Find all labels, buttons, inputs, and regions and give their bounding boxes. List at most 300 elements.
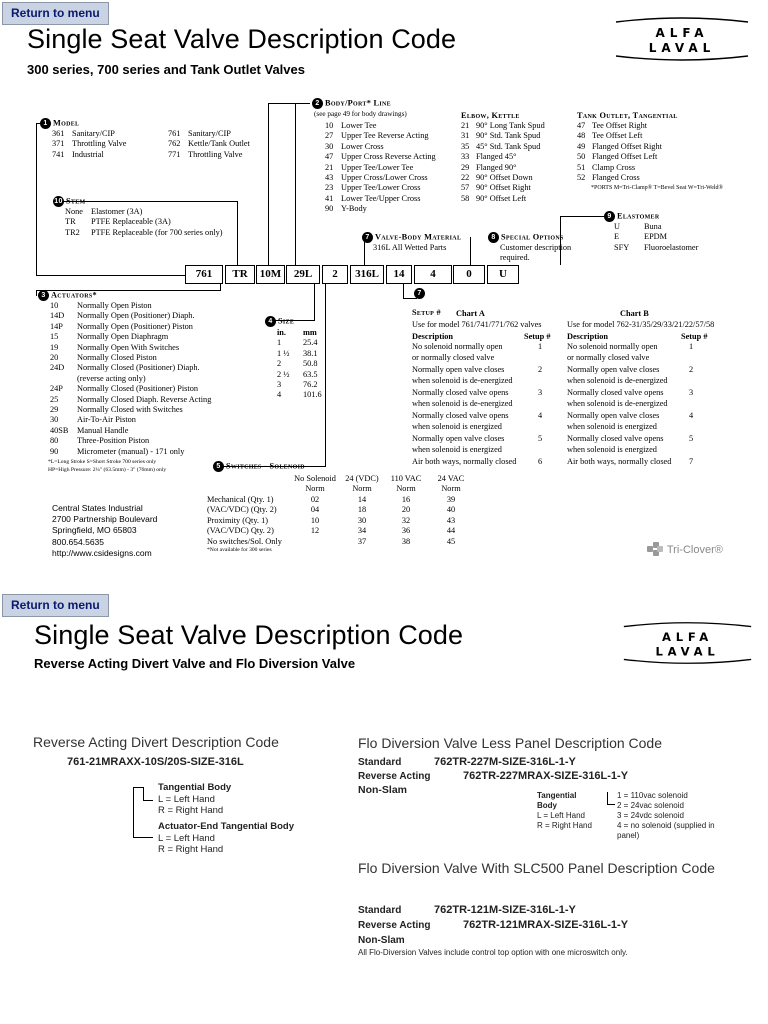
- tank-code: 49: [577, 141, 586, 151]
- body-desc: Upper Tee Reverse Acting: [341, 131, 429, 141]
- model-heading: Model: [53, 118, 80, 128]
- actuator-code: 80: [50, 436, 59, 446]
- special-options-section: 8 Special Options: [488, 232, 564, 243]
- size-mm: 63.5: [303, 369, 318, 379]
- size-mm: 101.6: [303, 390, 322, 400]
- less-panel-reverse-label: Reverse Acting: [358, 771, 431, 782]
- switches-col-head: Norm: [352, 484, 372, 494]
- actuator-desc: Normally Closed Piston: [77, 353, 157, 363]
- tangential-body-block: [158, 782, 231, 817]
- size-connector-vertical: [314, 282, 315, 321]
- tank-code: 47: [577, 121, 586, 130]
- chart-b-col-desc: Description: [567, 332, 609, 341]
- actuator-desc: Normally Open Diaphragm: [77, 332, 169, 342]
- chart-a-use: Use for model 761/741/771/762 valves: [412, 320, 542, 329]
- switch-cell: 44: [446, 526, 456, 536]
- actuator-desc: Normally Open (Positioner) Diaph.: [77, 311, 195, 321]
- size-in: 1: [277, 338, 282, 348]
- elbow-desc: 45° Std. Tank Spud: [476, 141, 541, 151]
- tangential-body-right: R = Right Hand: [158, 805, 224, 816]
- code-box-setup: 4: [414, 265, 452, 284]
- chart-a-desc2: when solenoid is energized: [412, 444, 502, 454]
- body-desc: Y-Body: [341, 204, 367, 214]
- model-desc: Throttling Valve: [72, 139, 127, 149]
- size-mm: 50.8: [303, 359, 318, 369]
- chart-a-desc: Normally open valve closes: [412, 365, 505, 375]
- chart-b-use: Use for model 762-31/35/29/33/21/22/57/58: [567, 320, 715, 329]
- switch-cell: 10: [310, 515, 320, 525]
- size-in: 3: [277, 380, 282, 390]
- less-panel-heading: Flo Diversion Valve Less Panel Description Code: [358, 735, 662, 751]
- flo-diversion-footnote: All Flo-Diversion Valves include control top option with one microswitch only.: [358, 948, 628, 957]
- stem-connector-horizontal: [62, 201, 237, 202]
- return-to-menu-button[interactable]: Return to menu: [2, 2, 109, 25]
- special-options-heading: Special Options: [501, 232, 564, 242]
- svg-text:LAVAL: LAVAL: [648, 41, 716, 55]
- solenoid-option: 1 = 110vac solenoid: [617, 791, 688, 800]
- chart-a-setup: 4: [538, 411, 543, 421]
- elastomer-desc: Buna: [644, 222, 662, 231]
- body-code: 90: [325, 204, 334, 214]
- elastomer-list: [614, 222, 734, 253]
- slc500-standard-label: Standard: [358, 905, 402, 916]
- chart-b-table: [567, 332, 717, 468]
- solenoid-option: 2 = 24vac solenoid: [617, 801, 684, 810]
- code-box-options: 0: [453, 265, 485, 284]
- chart-b-desc2: or normally closed valve: [567, 352, 650, 362]
- chart-a-col-desc: Description: [412, 332, 454, 341]
- body-code: 30: [325, 141, 334, 151]
- address-street: 2700 Partnership Boulevard: [52, 514, 158, 525]
- stem-heading: Stem: [66, 196, 86, 206]
- elastomer-desc: Fluoroelastomer: [644, 242, 699, 252]
- actuator-desc: Normally Closed with Switches: [77, 405, 183, 415]
- elbow-desc: Flanged 90°: [476, 162, 517, 172]
- body-desc: Lower Tee/Upper Cross: [341, 193, 421, 203]
- size-table: [277, 328, 337, 401]
- body-connector-vertical: [268, 103, 269, 265]
- switch-cell: 18: [357, 505, 367, 515]
- elbow-heading: Elbow, Kettle: [461, 111, 520, 120]
- body-code: 21: [325, 162, 334, 172]
- tank-code: 51: [577, 162, 586, 172]
- solenoid-option: 3 = 24vdc solenoid: [617, 811, 684, 820]
- elbow-code: 33: [461, 152, 470, 162]
- reverse-divert-code: 761-21MRAXX-10S/20S-SIZE-316L: [67, 756, 244, 768]
- actuator-code: 15: [50, 332, 59, 342]
- actuator-desc: Normally Closed (Positioner) Diaph.: [77, 363, 200, 373]
- switches-col-head: 110 VAC: [390, 474, 422, 483]
- actuator-desc: Manual Handle: [77, 425, 129, 435]
- stem-desc: Elastomer (3A): [91, 207, 143, 216]
- chart-a-desc: Air both ways, normally closed: [412, 457, 517, 467]
- page-title: Single Seat Valve Description Code: [27, 24, 457, 54]
- actuator-desc: Micrometer (manual) - 171 only: [77, 446, 185, 456]
- body-desc: Lower Cross: [341, 141, 384, 151]
- code-box-material: 316L: [350, 265, 384, 284]
- chart-b-desc: Normally closed valve opens: [567, 388, 664, 398]
- chart-b-setup: 5: [689, 434, 694, 444]
- ports-note: *PORTS M=Tri-Clamp® T=Bevel Seat W=Tri-Weld®: [591, 185, 724, 191]
- body-code: 27: [325, 131, 334, 141]
- less-panel-tangential-heading: Tangential Body: [537, 791, 577, 810]
- elastomer-heading: Elastomer: [617, 211, 660, 221]
- actuator-code: 10: [50, 301, 59, 310]
- body-port-connector-vertical: [295, 103, 296, 265]
- tank-desc: Flanged Offset Right: [592, 141, 662, 151]
- setup-section: 7 Setup #: [412, 290, 441, 317]
- less-panel-tangential: [537, 791, 597, 831]
- body-code: 41: [325, 193, 334, 203]
- elbow-code: 58: [461, 193, 470, 203]
- valve-body-text: 316L All Wetted Parts: [373, 243, 447, 252]
- tri-clover-text: Tri-Clover®: [666, 543, 723, 556]
- tri-clover-icon: [646, 541, 664, 559]
- model-code: 361: [52, 129, 65, 138]
- actuators-section: 3 Actuators*: [38, 290, 97, 301]
- chart-b-setup: 2: [689, 365, 694, 375]
- company-address: [52, 503, 157, 559]
- return-to-menu-button-2[interactable]: Return to menu: [2, 594, 109, 617]
- less-panel-standard-label: Standard: [358, 757, 402, 768]
- body-desc: Upper Cross/Lower Cross: [341, 173, 428, 183]
- chart-a-label: Chart A: [456, 309, 485, 318]
- code-box-model: 761: [185, 265, 223, 284]
- body-desc: Upper Cross Reverse Acting: [341, 152, 436, 162]
- elbow-desc: 90° Offset Down: [476, 173, 533, 183]
- model-code: 771: [168, 149, 181, 159]
- elbow-code: 22: [461, 173, 470, 183]
- chart-a-setup: 5: [538, 434, 543, 444]
- body-port-section: 2 Body/Port* Line: [312, 98, 391, 109]
- size-in: 4: [277, 390, 282, 400]
- setup-heading: Setup #: [412, 308, 441, 317]
- size-mm: 76.2: [303, 380, 318, 390]
- body-desc: Upper Tee/Lower Cross: [341, 183, 421, 193]
- tank-code: 48: [577, 131, 586, 141]
- actuator-code: 40SB: [50, 425, 69, 435]
- model-desc: Industrial: [72, 149, 104, 159]
- actuator-code: 29: [50, 405, 59, 415]
- less-panel-standard-code: 762TR-227M-SIZE-316L-1-Y: [434, 756, 576, 768]
- elastomer-code: SFY: [614, 242, 630, 252]
- chart-a-setup: 1: [538, 342, 543, 352]
- model-desc: Sanitary/CIP: [188, 129, 231, 138]
- elbow-code: 35: [461, 141, 470, 151]
- actuator-desc: Normally Open (Positioner) Piston: [77, 321, 193, 331]
- less-panel-nonslam: Non-Slam: [358, 784, 408, 796]
- chart-a-desc2: when solenoid is energized: [412, 421, 502, 431]
- code-box-size: 2: [322, 265, 348, 284]
- model-code: 761: [168, 129, 181, 138]
- actuator-code: 20: [50, 353, 59, 363]
- switches-section: 5 Switches - Solenoid: [213, 461, 305, 472]
- model-code: 741: [52, 149, 65, 159]
- body-code: 10: [325, 121, 334, 130]
- chart-b-setup: 4: [689, 411, 694, 421]
- chart-b-desc2: when solenoid is energized: [567, 444, 657, 454]
- tangential-body-left: L = Left Hand: [158, 793, 215, 805]
- chart-a-desc: No solenoid normally open: [412, 342, 503, 352]
- switch-cell: 02: [310, 495, 320, 504]
- elbow-desc: 90° Long Tank Spud: [476, 121, 545, 130]
- actuator-code: 24D: [50, 363, 65, 373]
- switches-note: *Not available for 300 series: [207, 547, 272, 553]
- slc500-reverse-code: 762TR-121MRAX-SIZE-316L-1-Y: [463, 919, 629, 931]
- chart-a-col-setup: Setup #: [524, 332, 551, 341]
- alfa-laval-logo-2: [620, 620, 755, 666]
- actuator-code: 14P: [50, 321, 63, 331]
- switch-cell: 12: [310, 526, 320, 536]
- body-code: 43: [325, 173, 334, 183]
- size-in: 2: [277, 359, 282, 369]
- page-subtitle-2: Reverse Acting Divert Valve and Flo Diversion Valve: [34, 656, 356, 671]
- body-list: [325, 121, 455, 215]
- switches-col-head: Norm: [396, 484, 416, 494]
- code-box-stem: TR: [225, 265, 255, 284]
- company-phone: 800.654.5635: [52, 536, 104, 547]
- body-code: 23: [325, 183, 334, 193]
- setup-connector-vertical: [403, 282, 404, 299]
- chart-a-table: [412, 332, 557, 468]
- chart-b-setup: 7: [689, 457, 694, 467]
- elbow-desc: 90° Offset Left: [476, 193, 527, 203]
- tank-desc: Clamp Cross: [592, 162, 636, 172]
- chart-b-label: Chart B: [620, 309, 649, 318]
- body-code: 47: [325, 152, 334, 162]
- special-options-text: Customer description required.: [500, 243, 572, 263]
- chart-b-desc: Normally open valve closes: [567, 411, 660, 421]
- body-desc: Lower Tee: [341, 121, 377, 130]
- actuator-desc: Air-To-Air Piston: [77, 415, 136, 425]
- size-col-mm: mm: [303, 328, 317, 337]
- switches-col-head: Norm: [441, 484, 461, 494]
- actuator-end-block: [158, 821, 294, 856]
- switch-cell: 38: [401, 536, 411, 546]
- reverse-divert-heading: Reverse Acting Divert Description Code: [33, 734, 279, 750]
- switch-row-label: (VAC/VDC) Qty. 2): [207, 526, 274, 536]
- tank-code: 50: [577, 152, 586, 162]
- chart-a-desc: Normally closed valve opens: [412, 411, 509, 421]
- less-panel-tangential-left: L = Left Hand: [537, 811, 585, 820]
- elbow-code: 29: [461, 162, 470, 172]
- stem-code: TR2: [65, 227, 80, 237]
- switch-cell: 14: [357, 495, 367, 504]
- actuators-list: [50, 301, 250, 457]
- chart-b-col-setup: Setup #: [681, 332, 708, 341]
- switches-col-head: 24 (VDC): [345, 474, 379, 483]
- special-connector-vertical: [470, 237, 471, 265]
- elbow-desc: 90° Offset Right: [476, 183, 531, 193]
- slc500-heading: Flo Diversion Valve With SLC500 Panel Description Code: [358, 860, 715, 876]
- body-desc: Upper Tee/Lower Tee: [341, 162, 414, 172]
- tangential-body-heading: Tangential Body: [158, 782, 232, 793]
- code-box-body: 10M: [256, 265, 285, 284]
- elbow-desc: Flanged 45°: [476, 152, 517, 162]
- model-list-left: [52, 129, 162, 160]
- actuator-code: 24P: [50, 384, 63, 394]
- valve-body-heading: Valve-Body Material: [375, 232, 462, 242]
- actuator-code: 90: [50, 446, 59, 456]
- divert-bracket-inner-h: [143, 800, 153, 801]
- chart-b-desc: No solenoid normally open: [567, 342, 658, 352]
- switch-cell: 16: [401, 495, 411, 504]
- chart-b-setup: 1: [689, 342, 694, 352]
- switch-cell: 40: [446, 505, 456, 515]
- elbow-desc: 90° Std. Tank Spud: [476, 131, 541, 141]
- switches-table: [207, 495, 487, 547]
- chart-b-desc2: when solenoid is de-energized: [567, 375, 668, 385]
- model-code: 762: [168, 139, 181, 149]
- chart-a-setup: 6: [538, 457, 543, 467]
- chart-a-desc2: or normally closed valve: [412, 352, 495, 362]
- page-title-2: Single Seat Valve Description Code: [34, 620, 464, 650]
- actuator-end-left: L = Left Hand: [158, 832, 215, 844]
- tank-code: 52: [577, 173, 586, 183]
- actuator-desc: Three-Position Piston: [77, 436, 150, 446]
- switch-cell: 32: [401, 515, 411, 525]
- stem-code: TR: [65, 217, 76, 227]
- tri-clover-logo: [646, 541, 723, 559]
- less-panel-reverse-code: 762TR-227MRAX-SIZE-316L-1-Y: [463, 770, 629, 782]
- svg-text:ALFA: ALFA: [655, 26, 709, 40]
- switches-col-head: 24 VAC: [437, 474, 465, 483]
- model-desc: Throttling Valve: [188, 149, 243, 159]
- model-desc: Kettle/Tank Outlet: [188, 139, 250, 149]
- actuator-desc: Normally Open With Switches: [77, 342, 180, 352]
- actuator-code: 25: [50, 394, 59, 404]
- actuator-code: 30: [50, 415, 59, 425]
- body-heading: Body/Port* Line: [325, 98, 391, 108]
- address-city: Springfield, MO 65803: [52, 525, 137, 536]
- divert-bracket-vertical: [133, 787, 134, 838]
- actuator-end-heading: Actuator-End Tangential Body: [158, 821, 294, 832]
- code-box-elastomer: U: [487, 265, 519, 284]
- code-box-port: 29L: [286, 265, 320, 284]
- tank-heading: Tank Outlet, Tangential: [577, 111, 678, 120]
- chart-b-setup: 3: [689, 388, 694, 398]
- actuators-heading: Actuators*: [51, 290, 97, 300]
- chart-b-desc: Air both ways, normally closed: [567, 457, 672, 467]
- actuator-code: 14D: [50, 311, 65, 321]
- solenoid-option: 4 = no solenoid (supplied in panel): [617, 821, 715, 840]
- size-mm: 25.4: [303, 338, 318, 348]
- switch-cell: 30: [357, 515, 367, 525]
- chart-a-desc: Normally closed valve opens: [412, 388, 509, 398]
- stem-section: 10 Stem: [54, 196, 86, 206]
- stem-code: None: [65, 207, 83, 216]
- company-name: Central States Industrial: [52, 503, 143, 513]
- solenoid-bracket-h: [607, 804, 615, 805]
- switch-cell: 36: [401, 526, 411, 536]
- actuator-desc: Normally Closed (Positioner) Piston: [77, 384, 198, 394]
- model-section: 1 Model: [40, 118, 79, 129]
- alfa-laval-logo: [612, 16, 752, 62]
- code-box-switches: 14: [386, 265, 412, 284]
- size-mm: 38.1: [303, 348, 318, 358]
- svg-text:ALFA: ALFA: [661, 630, 714, 645]
- stem-desc: PTFE Replaceable (for 700 series only): [91, 227, 223, 237]
- switch-cell: 39: [446, 495, 456, 504]
- model-desc: Sanitary/CIP: [72, 129, 115, 138]
- tank-desc: Flanged Cross: [592, 173, 640, 183]
- size-in: 2 ½: [277, 369, 290, 379]
- switches-heading: Switches - Solenoid: [226, 461, 305, 471]
- switch-cell: 34: [357, 526, 367, 536]
- less-panel-tangential-right: R = Right Hand: [537, 821, 592, 830]
- tank-desc: Tee Offset Left: [592, 131, 643, 141]
- elbow-code: 57: [461, 183, 470, 193]
- elastomer-section: 9 Elastomer: [604, 211, 659, 222]
- slc500-standard-code: 762TR-121M-SIZE-316L-1-Y: [434, 904, 576, 916]
- size-col-in: in.: [277, 328, 286, 337]
- chart-a-desc: Normally open valve closes: [412, 434, 505, 444]
- elbow-code: 31: [461, 131, 470, 141]
- actuators-note-2: HP=High Pressure: 2¼" (63.5mm) - 3" (76mm) only: [48, 466, 167, 473]
- chart-a-desc2: when solenoid is de-energized: [412, 375, 513, 385]
- body-note: (see page 49 for body drawings): [314, 110, 407, 118]
- divert-bracket-bottom: [133, 837, 153, 838]
- actuators-note-1: *L=Long Stroke S=Short Stroke 700 series only: [48, 459, 157, 465]
- switch-row-label: No switches/Sol. Only: [207, 536, 282, 546]
- divert-bracket-top: [133, 787, 143, 788]
- model-code: 371: [52, 139, 65, 149]
- slc500-reverse-label: Reverse Acting: [358, 920, 431, 931]
- elastomer-desc: EPDM: [644, 232, 668, 242]
- divert-bracket-inner: [143, 787, 144, 801]
- body-connector-horizontal: [268, 103, 310, 104]
- model-connector-line: [36, 123, 37, 275]
- size-in: 1 ½: [277, 348, 290, 358]
- company-website-link[interactable]: http://www.csidesigns.com: [52, 547, 152, 558]
- switch-cell: 04: [310, 505, 320, 515]
- chart-a-setup: 3: [538, 388, 543, 398]
- chart-a-setup: 2: [538, 365, 543, 375]
- model-list-right: [168, 129, 268, 160]
- size-heading: Size: [278, 316, 295, 326]
- page-subtitle: 300 series, 700 series and Tank Outlet Valves: [27, 62, 305, 77]
- tank-desc: Tee Offset Right: [592, 121, 648, 130]
- elbow-code: 21: [461, 121, 470, 130]
- chart-a-desc2: when solenoid is de-energized: [412, 398, 513, 408]
- elastomer-code: U: [614, 222, 620, 231]
- model-connector-horizontal: [36, 275, 186, 276]
- stem-desc: PTFE Replaceable (3A): [91, 217, 171, 227]
- switches-col-head: No Solenoid: [294, 474, 336, 483]
- solenoid-bracket: [607, 792, 608, 804]
- switch-row-label: Proximity (Qty. 1): [207, 515, 268, 525]
- actuator-desc: Normally Open Piston: [77, 301, 152, 310]
- solenoid-options: [617, 791, 737, 841]
- tank-list: [577, 121, 727, 183]
- switch-cell: 37: [357, 536, 367, 546]
- switch-row-label: (VAC/VDC) (Qty. 2): [207, 505, 277, 515]
- switch-cell: 20: [401, 505, 411, 515]
- valve-body-material-section: 7 Valve-Body Material: [362, 232, 461, 243]
- actuators-notes: [48, 459, 166, 474]
- actuator-desc: (reverse acting only): [77, 373, 146, 383]
- chart-b-desc: Normally open valve closes: [567, 365, 660, 375]
- elbow-list: [461, 121, 571, 204]
- tank-desc: Flanged Offset Left: [592, 152, 658, 162]
- size-section: 4 Size: [265, 316, 294, 327]
- stem-list: [65, 207, 255, 238]
- chart-b-desc2: when solenoid is energized: [567, 421, 657, 431]
- switch-row-label: Mechanical (Qty. 1): [207, 495, 274, 504]
- slc500-nonslam: Non-Slam: [358, 935, 405, 946]
- svg-text:LAVAL: LAVAL: [655, 644, 720, 659]
- switch-cell: 43: [446, 515, 456, 525]
